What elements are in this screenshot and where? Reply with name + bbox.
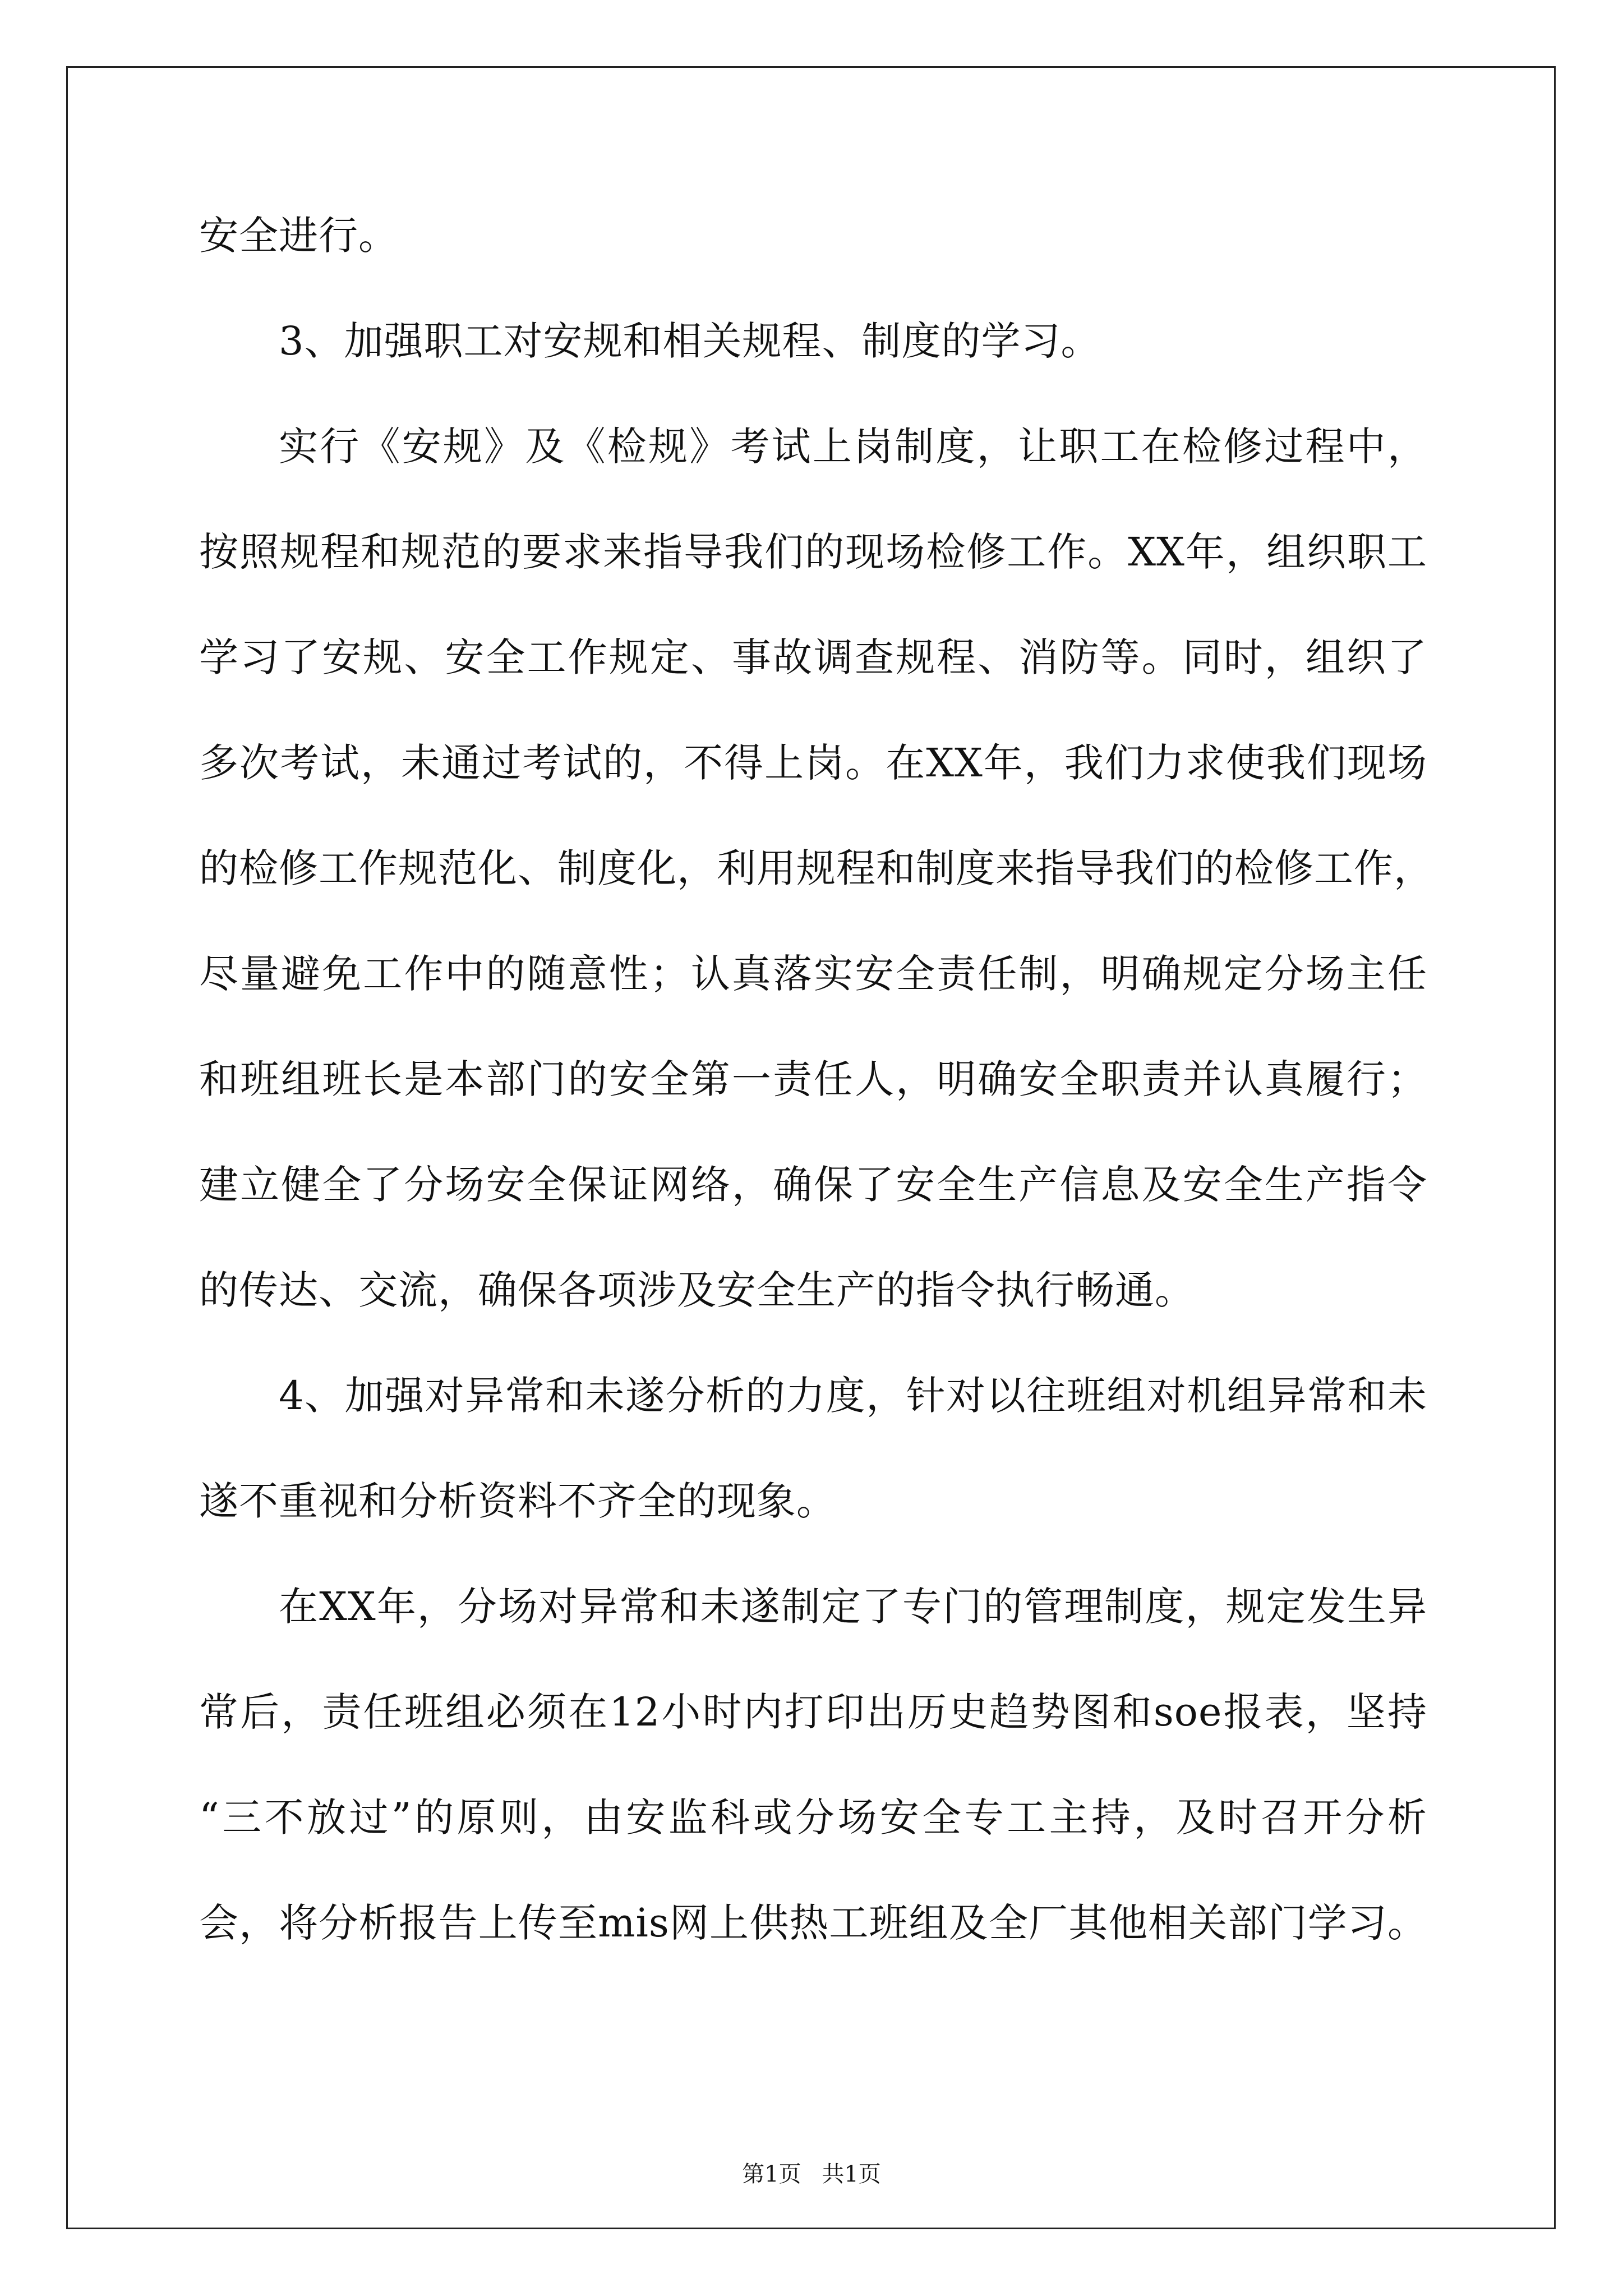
- page-number: 第1页: [742, 2161, 801, 2187]
- text-line: 多次考试，未通过考试的，不得上岗。在XX年，我们力求使我们现场: [199, 740, 1427, 786]
- text-line: 会，将分析报告上传至mis网上供热工班组及全厂其他相关部门学习。: [199, 1900, 1427, 1946]
- text-line: 实行《安规》及《检规》考试上岗制度，让职工在检修过程中，: [279, 424, 1427, 470]
- text-line: 按照规程和规范的要求来指导我们的现场检修工作。XX年，组织职工: [199, 529, 1427, 575]
- text-line: 建立健全了分场安全保证网络，确保了安全生产信息及安全生产指令: [199, 1162, 1427, 1208]
- text-line: 安全进行。: [199, 213, 398, 259]
- text-line: 的检修工作规范化、制度化，利用规程和制度来指导我们的检修工作，: [199, 845, 1433, 891]
- text-line: 常后，责任班组必须在12小时内打印出历史趋势图和soe报表，坚持: [199, 1689, 1427, 1735]
- text-line: 遂不重视和分析资料不齐全的现象。: [199, 1478, 836, 1524]
- text-line: “三不放过”的原则，由安监科或分场安全专工主持，及时召开分析: [199, 1795, 1427, 1841]
- text-line: 尽量避免工作中的随意性；认真落实安全责任制，明确规定分场主任: [199, 951, 1427, 997]
- page-total: 共1页: [822, 2161, 881, 2187]
- text-line: 的传达、交流，确保各项涉及安全生产的指令执行畅通。: [199, 1267, 1195, 1313]
- text-line: 学习了安规、安全工作规定、事故调查规程、消防等。同时，组织了: [199, 634, 1427, 680]
- text-line: 和班组班长是本部门的安全第一责任人，明确安全职责并认真履行；: [199, 1056, 1427, 1102]
- section-heading-3: 3、加强职工对安规和相关规程、制度的学习。: [279, 318, 1101, 364]
- page-footer: [0, 2157, 1623, 2191]
- text-line: 在XX年，分场对异常和未遂制定了专门的管理制度，规定发生异: [279, 1584, 1427, 1630]
- section-heading-4: 4、加强对异常和未遂分析的力度，针对以往班组对机组异常和未: [279, 1373, 1427, 1419]
